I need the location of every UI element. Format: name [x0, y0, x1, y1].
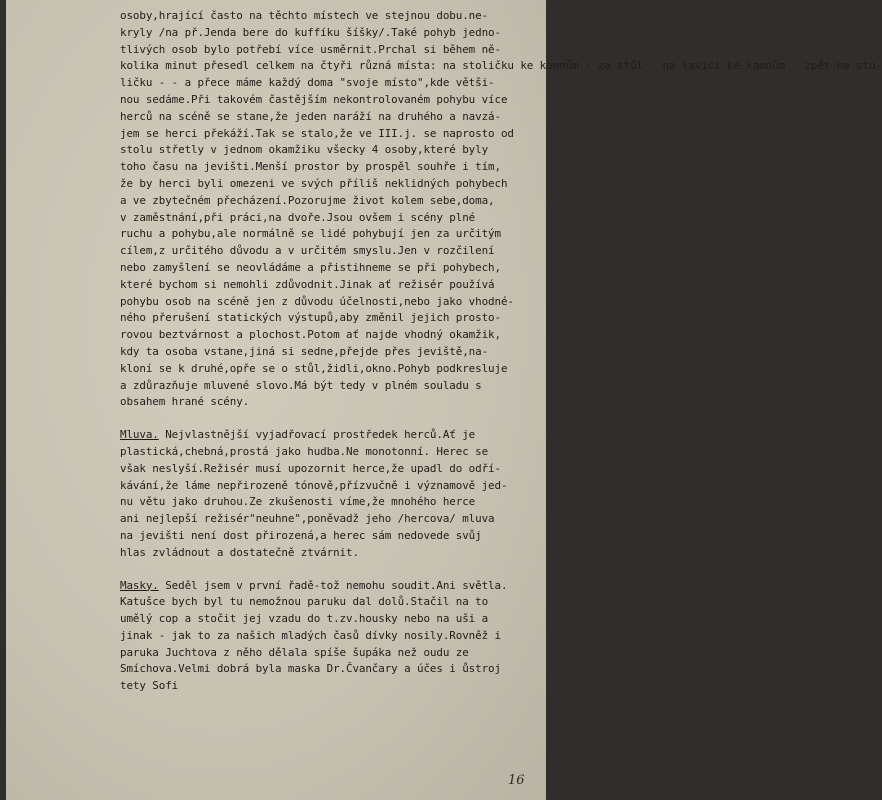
text-line: nebo zamyšlení se neovládáme a přistihneme se při pohybech, [120, 260, 501, 274]
text-line: nu větu jako druhou.Ze zkušenosti víme,že mnohého herce [120, 495, 476, 509]
text-line: však neslyší.Režisér musí upozornit herce,že upadl do odří- [120, 461, 501, 475]
text-line: nou sedáme.Při takovém častějším nekontrolovaném pohybu více [120, 92, 508, 106]
text-line: ruchu a pohybu,ale normálně se lidé pohybují jen za určitým [120, 227, 501, 241]
text-line: jinak - jak to za našich mladých časů dívky nosily.Rovněž i [120, 628, 501, 642]
text-line: stolu střetly v jednom okamžiku všecky 4 osoby,které byly [120, 143, 489, 157]
text-line: a zdůrazňuje mluvené slovo.Má být tedy v plném souladu s [120, 378, 482, 392]
text-line: herců na scéně se stane,že jeden naráží na druhého a navzá- [120, 109, 501, 123]
page-number: 16 [508, 773, 525, 788]
text-line: které bychom si nemohli zdůvodnit.Jinak ať režisér používá [120, 277, 495, 291]
text-line: kloní se k druhé,opře se o stůl,židli,okno.Pohyb podkresluje [120, 361, 508, 375]
text-line: hlas zvládnout a dostatečně ztvárnit. [120, 545, 359, 559]
text-line: ného přerušení statických výstupů,aby změnil jejich prosto- [120, 311, 501, 325]
text-line: pohybu osob na scéně jen z důvodu účelnosti,nebo jako vhodné- [120, 294, 514, 308]
paragraph-speech [120, 427, 530, 561]
text-line: obsahem hrané scény. [120, 395, 250, 409]
text-line: kávání,že láme nepřirozeně tónově,přízvučně i významově jed- [120, 478, 508, 492]
text-line: Smíchova.Velmi dobrá byla maska Dr.Čvančary a účes i ůstroj [120, 662, 501, 676]
text-line: ličku - - a přece máme každý doma "svoje místo",kde větši- [120, 76, 495, 90]
section-heading-mluva: Mluva. [120, 428, 159, 442]
text-line: že by herci byli omezeni ve svých příliš neklidných pohybech [120, 176, 508, 190]
text-line: v zaměstnání,při práci,na dvoře.Jsou ovšem i scény plné [120, 210, 476, 224]
typewritten-page [6, 0, 882, 800]
text-line: kryly /na př.Jenda bere do kuffíku šíšky/.Také pohyb jedno- [120, 25, 501, 39]
text-line: rovou beztvárnost a plochost.Potom ať najde vhodný okamžik, [120, 328, 501, 342]
text-line: paruka Juchtova z něho dělala spíše šupáka než oudu ze [120, 645, 469, 659]
text-line: ani nejlepší režisér"neuhne",poněvadž jeho /hercova/ mluva [120, 512, 495, 526]
text-line: Nejvlastnější vyjadřovací prostředek herců.Ať je [158, 428, 476, 442]
text-line: tety Sofi [120, 679, 179, 693]
text-line: plastická,chebná,prostá jako hudba.Ne monotonní. Herec se [120, 444, 489, 458]
section-heading-masky: Masky. [120, 578, 159, 592]
text-line: tlivých osob bylo potřebí více usměrnit.Prchal si během ně- [120, 42, 501, 56]
page-text [120, 8, 882, 695]
text-line: toho času na jevišti.Menší prostor by prospěl souhře i tím, [120, 160, 501, 174]
text-line: Katušce bych byl tu nemožnou paruku dal dolů.Stačil na to [120, 595, 489, 609]
text-line: kdy ta osoba vstane,jiná si sedne,přejde přes jeviště,na- [120, 344, 489, 358]
text-line: na jevišti není dost přirozená,a herec sám nedovede svůj [120, 528, 482, 542]
text-line: umělý cop a stočit jej vzadu do t.zv.housky nebo na uši a [120, 612, 489, 626]
text-line: cílem,z určitého důvodu a v určitém smyslu.Jen v rozčilení [120, 244, 495, 258]
text-line: jem se herci překáží.Tak se stalo,že ve III.j. se naprosto od [120, 126, 514, 140]
text-line: osoby,hrající často na těchto místech ve stejnou dobu.ne- [120, 9, 489, 22]
paragraph-masks [120, 578, 530, 696]
paragraph-movement [120, 8, 882, 411]
text-line: kolika minut přesedl celkem na čtyři různá místa: na stoličku ke kamnům - za stůl - na lavici ke kamnům - zpět na sto- [120, 59, 882, 73]
text-line: a ve zbytečném přecházení.Pozorujme život kolem sebe,doma, [120, 193, 495, 207]
text-line: Seděl jsem v první řadě-tož nemohu soudit.Ani světla. [158, 578, 508, 592]
